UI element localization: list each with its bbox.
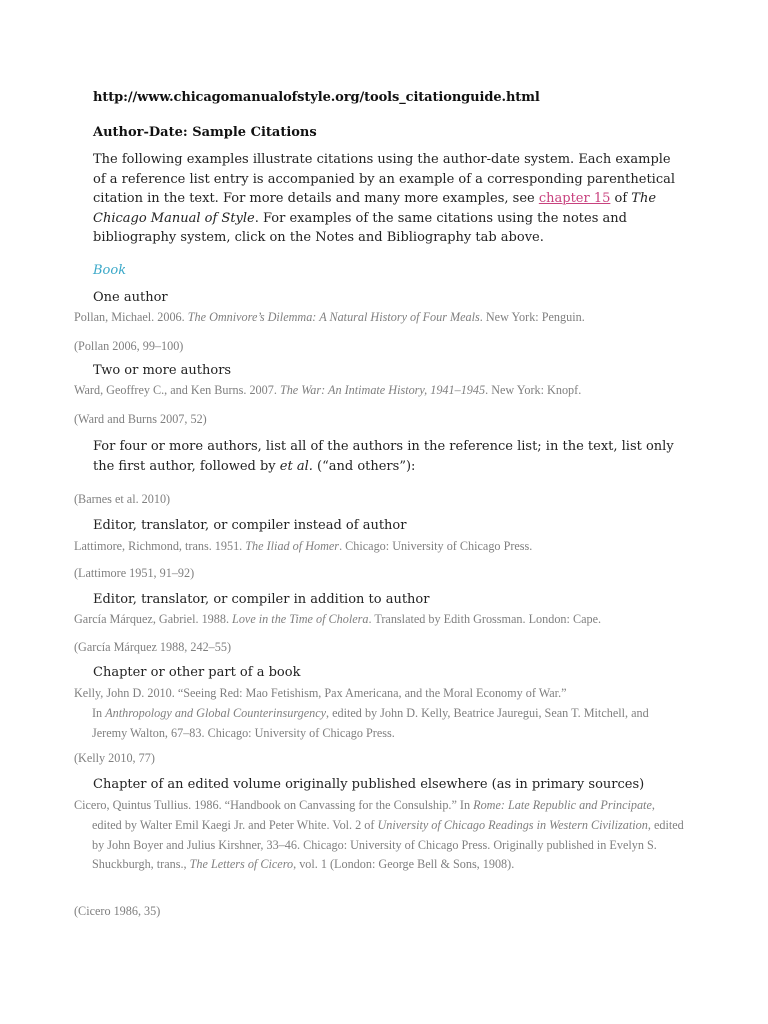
example-label-one-author: One author bbox=[93, 290, 168, 305]
ref-text: , vol. 1 (London: George Bell & Sons, 1908). bbox=[293, 857, 515, 872]
ref-text: Cicero, Quintus Tullius. 1986. “Handbook on Canvassing for the Consulship.” In bbox=[74, 798, 474, 812]
example-label-two-authors: Two or more authors bbox=[93, 363, 232, 378]
ref-title: The Omnivore’s Dilemma: A Natural History of Four Meals bbox=[187, 310, 480, 324]
ref-title: The War: An Intimate History, 1941–1945 bbox=[279, 383, 486, 397]
reference-two-authors bbox=[74, 381, 684, 401]
page-heading: Author-Date: Sample Citations bbox=[93, 125, 317, 140]
intro-text-1: The following examples illustrate citations using the author-date system. Each example of a reference list entry is accompanied by an example of a corresponding parenthetical citation in the text. For more details and many more examples, see bbox=[93, 152, 676, 207]
parenthetical-chapter: (Kelly 2010, 77) bbox=[74, 751, 155, 765]
ref-text: . Chicago: University of Chicago Press. bbox=[339, 539, 533, 553]
ref-text: . New York: Knopf. bbox=[485, 383, 582, 397]
ref-text: In bbox=[92, 705, 106, 720]
reference-edited-volume bbox=[74, 796, 684, 875]
et-al: et al. bbox=[279, 458, 313, 474]
intro-text-2: of bbox=[610, 191, 632, 207]
ref-text: , edited by John D. Kelly, Beatrice Jauregui, Sean T. Mitchell, and Jeremy Walton, 67–83. Chicago: University of Chicago Press. bbox=[92, 705, 649, 740]
ref-text: García Márquez, Gabriel. 1988. bbox=[74, 612, 233, 626]
ref-text: . New York: Penguin. bbox=[479, 310, 585, 324]
parenthetical-one-author: (Pollan 2006, 99–100) bbox=[74, 339, 184, 353]
reference-editor-addition bbox=[74, 610, 684, 630]
ref-text: Pollan, Michael. 2006. bbox=[74, 310, 188, 324]
reference-one-author bbox=[74, 308, 684, 328]
chapter-15-link[interactable]: chapter 15 bbox=[538, 191, 611, 207]
ref-text: Lattimore, Richmond, trans. 1951. bbox=[74, 539, 246, 553]
parenthetical-two-authors: (Ward and Burns 2007, 52) bbox=[74, 412, 207, 426]
section-heading-book: Book bbox=[93, 263, 127, 278]
reference-chapter bbox=[74, 684, 684, 743]
example-label-edited-volume: Chapter of an edited volume originally published elsewhere (as in primary sources) bbox=[93, 777, 645, 792]
ref-title: Anthropology and Global Counterinsurgency bbox=[105, 705, 327, 720]
example-label-editor-instead: Editor, translator, or compiler instead of author bbox=[93, 518, 407, 533]
parenthetical-editor-instead: (Lattimore 1951, 91–92) bbox=[74, 566, 195, 580]
ref-title: The Iliad of Homer bbox=[245, 539, 340, 553]
ref-text: , edited by Walter Emil Kaegi Jr. and Peter White. Vol. 2 of bbox=[92, 798, 655, 832]
parenthetical-editor-addition: (García Márquez 1988, 242–55) bbox=[74, 640, 232, 654]
intro-text-3: . For examples of the same citations using the notes and bibliography system, click on the Notes and Bibliography tab above. bbox=[93, 210, 627, 246]
note-text: For four or more authors, list all of the authors in the reference list; in the text, list only the first author, followed by bbox=[93, 439, 674, 474]
example-label-chapter: Chapter or other part of a book bbox=[93, 665, 301, 680]
reference-editor-instead bbox=[74, 537, 684, 557]
intro-paragraph bbox=[93, 150, 683, 248]
ref-text: Ward, Geoffrey C., and Ken Burns. 2007. bbox=[74, 383, 280, 397]
parenthetical-edited-volume: (Cicero 1986, 35) bbox=[74, 904, 161, 918]
ref-title: The Letters of Cicero bbox=[189, 857, 294, 872]
cms-title: The Chicago Manual of Style bbox=[93, 191, 657, 226]
ref-title: Rome: Late Republic and Principate bbox=[473, 798, 652, 812]
ref-text: Kelly, John D. 2010. “Seeing Red: Mao Fetishism, Pax Americana, and the Moral Economy of War.” bbox=[74, 686, 567, 700]
ref-text: , edited by John Boyer and Julius Kirshner, 33–46. Chicago: University of Chicago Press. Originally published in Evelyn S. Shuckburgh, trans., bbox=[92, 817, 684, 872]
ref-text: . Translated by Edith Grossman. London: Cape. bbox=[368, 612, 602, 626]
parenthetical-four-authors: (Barnes et al. 2010) bbox=[74, 492, 171, 506]
ref-continuation bbox=[74, 704, 684, 744]
note-text: (“and others”): bbox=[312, 458, 416, 474]
ref-title: Love in the Time of Cholera bbox=[232, 612, 369, 626]
four-authors-note bbox=[93, 437, 683, 476]
example-label-editor-addition: Editor, translator, or compiler in addition to author bbox=[93, 592, 430, 607]
source-url: http://www.chicagomanualofstyle.org/tools_citationguide.html bbox=[93, 90, 540, 105]
ref-title: University of Chicago Readings in Western Civilization bbox=[377, 817, 648, 832]
